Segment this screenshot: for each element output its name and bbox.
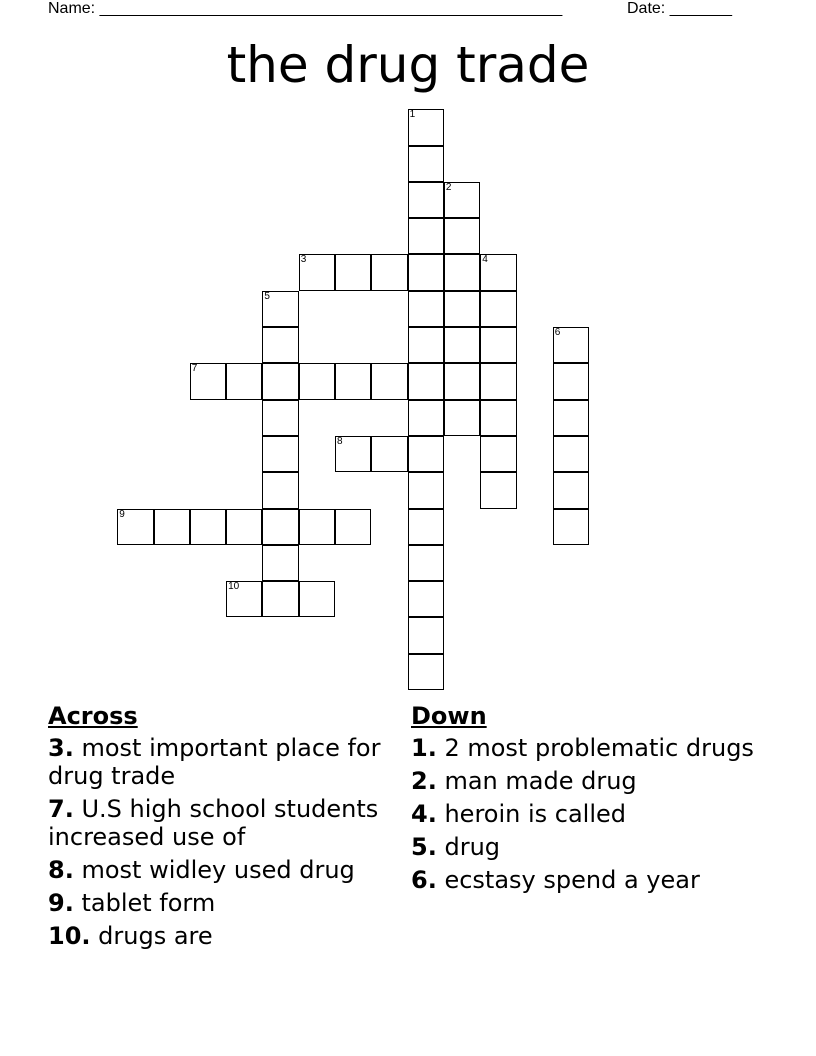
grid-cell[interactable] [408, 617, 444, 653]
clue-text: 2 most problematic drugs [444, 734, 754, 762]
grid-cell[interactable] [480, 363, 516, 399]
clue-number: 7. [48, 795, 74, 823]
clue-text: heroin is called [444, 800, 627, 828]
grid-cell[interactable] [408, 254, 444, 290]
grid-cell[interactable] [262, 472, 298, 508]
clue-text: U.S high school students increased use of [48, 795, 379, 851]
grid-cell[interactable] [553, 436, 589, 472]
grid-cell[interactable] [408, 400, 444, 436]
grid-cell[interactable] [335, 363, 371, 399]
grid-cell[interactable] [262, 363, 298, 399]
clue-text: most widley used drug [81, 856, 355, 884]
grid-cell[interactable] [553, 363, 589, 399]
clue-number: 6. [411, 866, 437, 894]
grid-cell[interactable] [117, 509, 153, 545]
clue-number: 2. [411, 767, 437, 795]
clue-text: drugs are [98, 922, 213, 950]
clue-number-label: 4 [482, 254, 488, 266]
clue-number-label: 10 [228, 581, 240, 593]
grid-cell[interactable] [408, 291, 444, 327]
clue-number: 4. [411, 800, 437, 828]
clue-number-label: 1 [409, 109, 416, 121]
date-line: Date: _______ [627, 0, 732, 17]
grid-cell[interactable] [299, 363, 335, 399]
grid-cell[interactable] [299, 581, 335, 617]
grid-cell[interactable] [190, 509, 226, 545]
clue-number: 10. [48, 922, 91, 950]
clue-number: 8. [48, 856, 74, 884]
down-clue [411, 767, 771, 795]
grid-cell[interactable] [480, 291, 516, 327]
grid-cell[interactable] [408, 327, 444, 363]
grid-cell[interactable] [408, 109, 444, 145]
grid-cell[interactable] [408, 472, 444, 508]
grid-cell[interactable] [262, 509, 298, 545]
grid-cell[interactable] [371, 436, 407, 472]
across-clue [48, 795, 388, 851]
grid-cell[interactable] [335, 254, 371, 290]
clue-number-label: 7 [191, 363, 198, 375]
across-heading: Across [48, 702, 138, 730]
clue-number: 3. [48, 734, 74, 762]
grid-cell[interactable] [335, 436, 371, 472]
grid-cell[interactable] [299, 254, 335, 290]
grid-cell[interactable] [408, 146, 444, 182]
grid-cell[interactable] [408, 182, 444, 218]
across-clue [48, 734, 388, 790]
grid-cell[interactable] [553, 509, 589, 545]
grid-cell[interactable] [480, 400, 516, 436]
grid-cell[interactable] [226, 509, 262, 545]
grid-cell[interactable] [408, 436, 444, 472]
grid-cell[interactable] [190, 363, 226, 399]
clue-number-label: 5 [264, 290, 270, 302]
down-clue [411, 800, 771, 828]
grid-cell[interactable] [226, 363, 262, 399]
name-line: Name: ____________________________________________________ [48, 0, 563, 17]
grid-cell[interactable] [444, 363, 480, 399]
grid-cell[interactable] [262, 291, 298, 327]
grid-cell[interactable] [444, 327, 480, 363]
grid-cell[interactable] [408, 218, 444, 254]
grid-cell[interactable] [262, 581, 298, 617]
grid-cell[interactable] [444, 182, 480, 218]
grid-cell[interactable] [371, 363, 407, 399]
puzzle-title: the drug trade [226, 36, 590, 94]
clue-text: most important place for drug trade [48, 734, 381, 790]
grid-cell[interactable] [408, 509, 444, 545]
clue-text: ecstasy spend a year [444, 866, 700, 894]
down-clue [411, 866, 771, 894]
grid-cell[interactable] [371, 254, 407, 290]
grid-cell[interactable] [480, 472, 516, 508]
grid-cell[interactable] [408, 545, 444, 581]
grid-cell[interactable] [444, 254, 480, 290]
grid-cell[interactable] [444, 291, 480, 327]
grid-cell[interactable] [262, 545, 298, 581]
clue-number-label: 8 [337, 435, 343, 447]
grid-cell[interactable] [444, 218, 480, 254]
grid-cell[interactable] [299, 509, 335, 545]
grid-cell[interactable] [408, 654, 444, 690]
clue-number-label: 3 [300, 254, 307, 266]
grid-cell[interactable] [553, 472, 589, 508]
clue-text: man made drug [444, 767, 637, 795]
grid-cell[interactable] [262, 400, 298, 436]
down-heading: Down [411, 702, 487, 730]
across-clue [48, 922, 388, 950]
grid-cell[interactable] [480, 436, 516, 472]
clue-number: 5. [411, 833, 437, 861]
across-clues [48, 702, 388, 955]
grid-cell[interactable] [262, 327, 298, 363]
grid-cell[interactable] [480, 254, 516, 290]
clue-number: 1. [411, 734, 437, 762]
down-clue [411, 833, 771, 861]
grid-cell[interactable] [154, 509, 190, 545]
down-clues [411, 702, 771, 899]
grid-cell[interactable] [262, 436, 298, 472]
across-clue [48, 856, 388, 884]
grid-cell[interactable] [480, 327, 516, 363]
clue-number-label: 9 [119, 508, 125, 520]
clue-text: drug [444, 833, 501, 861]
grid-cell[interactable] [226, 581, 262, 617]
across-clue [48, 889, 388, 917]
grid-cell[interactable] [553, 400, 589, 436]
grid-cell[interactable] [553, 327, 589, 363]
grid-cell[interactable] [408, 581, 444, 617]
clue-text: tablet form [81, 889, 216, 917]
down-clue [411, 734, 771, 762]
clue-number-label: 6 [554, 327, 561, 338]
clue-number: 9. [48, 889, 74, 917]
grid-cell[interactable] [444, 400, 480, 436]
clue-number-label: 2 [445, 181, 452, 193]
grid-cell[interactable] [408, 363, 444, 399]
grid-cell[interactable] [335, 509, 371, 545]
